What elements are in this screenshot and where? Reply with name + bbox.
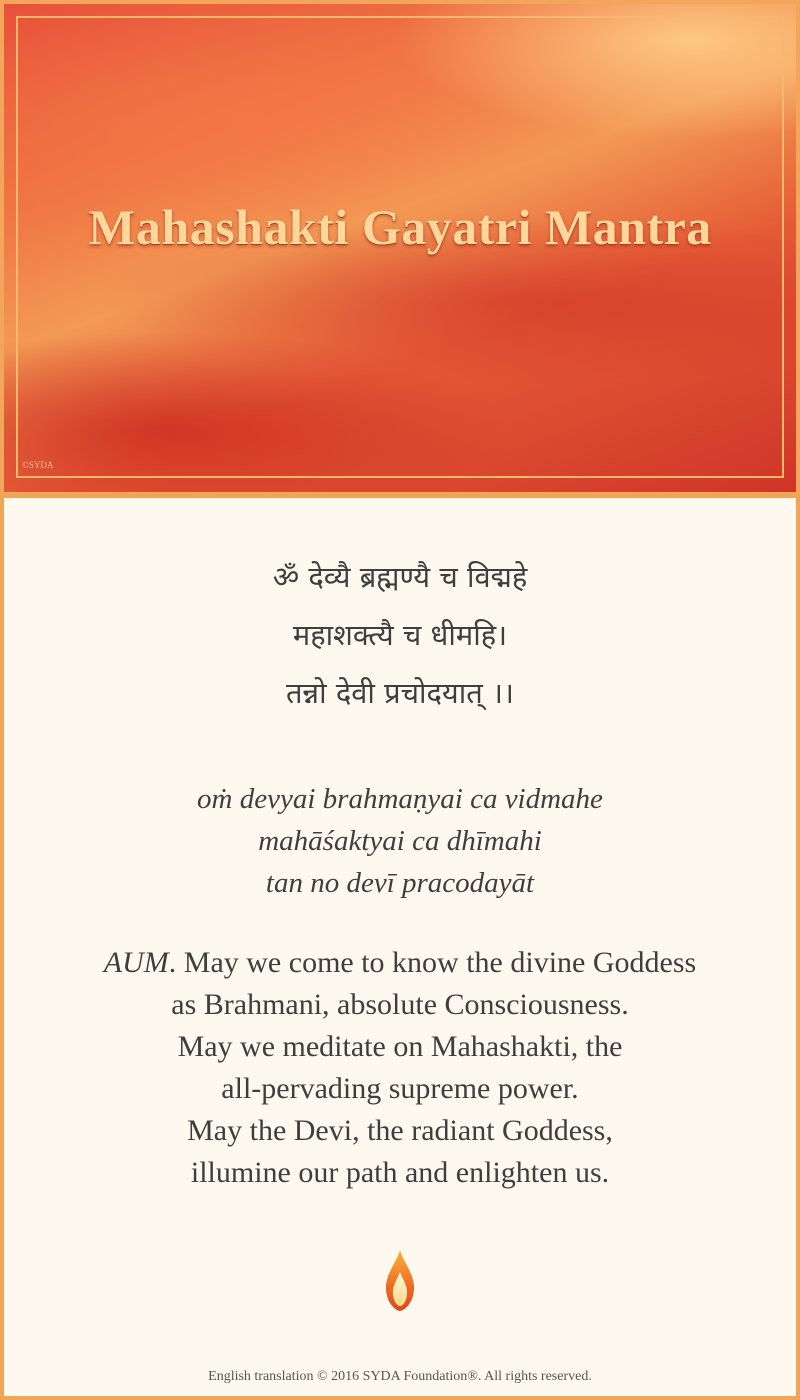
transliteration-line: tan no devī pracodayāt: [265, 867, 535, 899]
transliteration-line: oṁ devyai brahmaṇyai ca vidmahe: [197, 783, 603, 815]
translation-line: May we meditate on Mahashakti, the: [177, 1030, 623, 1063]
aum-word: AUM: [103, 946, 169, 979]
page-title: Mahashakti Gayatri Mantra: [88, 199, 712, 255]
header-banner: [0, 0, 800, 496]
banner-copyright: ©SYDA: [22, 460, 54, 470]
sanskrit-verse: [0, 548, 800, 722]
translation-line: all-pervading supreme power.: [221, 1072, 579, 1105]
translation-line: illumine our path and enlighten us.: [190, 1156, 610, 1189]
translation-line: May the Devi, the radiant Goddess,: [187, 1114, 613, 1147]
transliteration-verse: [0, 778, 800, 904]
translation-line: as Brahmani, absolute Consciousness.: [171, 988, 629, 1021]
translation-line: [0, 942, 800, 984]
translation-line-rest: . May we come to know the divine Goddess: [168, 946, 697, 979]
sanskrit-line: तन्नो देवी प्रचोदयात् ।।: [286, 676, 514, 710]
english-translation: [0, 942, 800, 1194]
copyright-footer: English translation © 2016 SYDA Foundation®. All rights reserved.: [208, 1369, 592, 1384]
flame-icon: [384, 1248, 416, 1312]
transliteration-line: mahāśaktyai ca dhīmahi: [258, 825, 542, 857]
sanskrit-line: महाशक्त्यै च धीमहि।: [292, 618, 508, 652]
sanskrit-line: ॐ देव्यै ब्रह्मण्यै च विद्महे: [272, 560, 528, 594]
banner-divider: [0, 494, 800, 498]
